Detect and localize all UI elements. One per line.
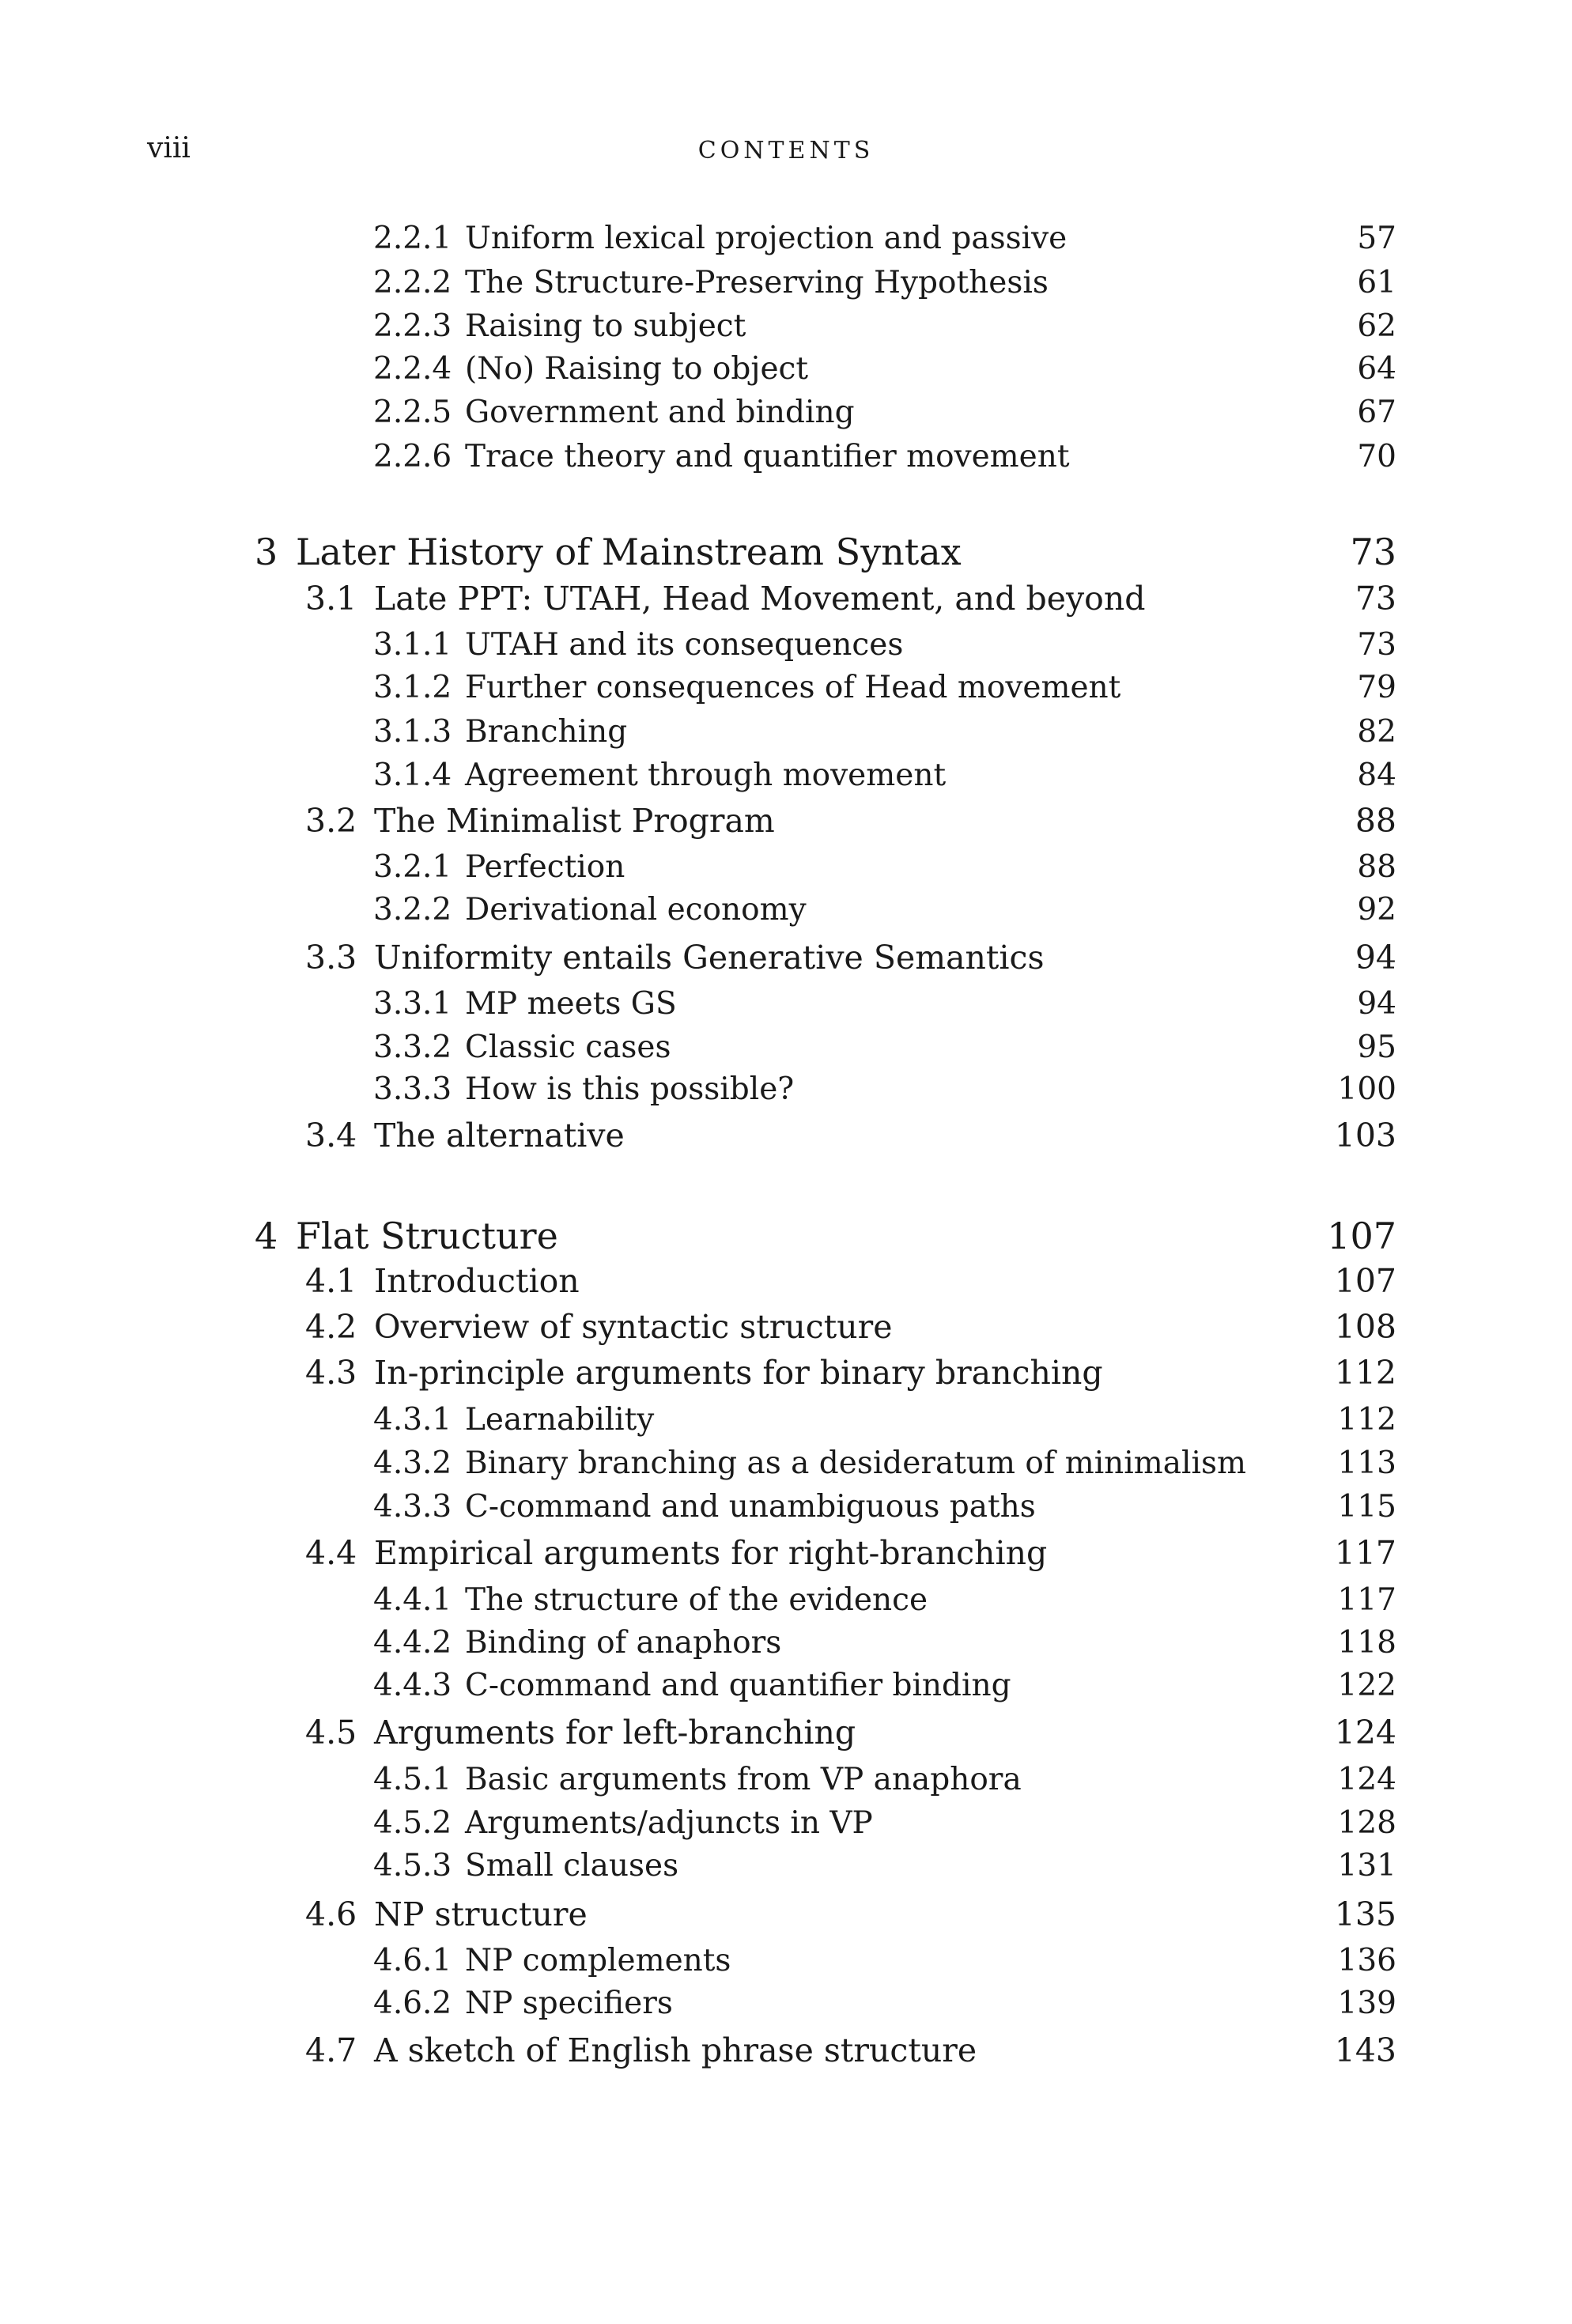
toc-entry-number: 4.3.2: [373, 1445, 452, 1481]
toc-entry-number: 4.4.3: [373, 1668, 452, 1703]
toc-entry-page: 70: [1357, 439, 1396, 474]
toc-entry-title: Basic arguments from VP anaphora: [465, 1762, 1022, 1797]
toc-entry-number: 4.2: [305, 1308, 357, 1346]
toc-entry-title: Government and binding: [465, 395, 855, 430]
toc-entry-page: 92: [1357, 892, 1396, 928]
toc-entry-title: C-command and quantifier binding: [465, 1668, 1011, 1703]
toc-entry-number: 3: [255, 531, 278, 573]
toc-entry-number: 4.7: [305, 2031, 357, 2069]
toc-entry-title: How is this possible?: [465, 1071, 795, 1107]
toc-entry-page: 82: [1357, 714, 1396, 750]
toc-entry-page: 103: [1334, 1117, 1396, 1154]
toc-entry-page: 73: [1357, 627, 1396, 663]
toc-entry-title: Binary branching as a desideratum of minimalism: [465, 1445, 1246, 1481]
toc-entry-page: 79: [1357, 670, 1396, 705]
toc-entry-number: 2.2.6: [373, 439, 452, 474]
toc-entry-page: 100: [1337, 1071, 1396, 1107]
toc-entry-number: 4.3.3: [373, 1489, 452, 1525]
toc-entry-number: 4: [255, 1215, 278, 1257]
toc-entry-number: 4.5: [305, 1714, 357, 1752]
toc-entry-title: Uniform lexical projection and passive: [465, 221, 1068, 256]
toc-entry-number: 4.4.2: [373, 1625, 452, 1661]
toc-entry-page: 64: [1357, 351, 1396, 387]
toc-entry-page: 84: [1357, 758, 1396, 793]
toc-entry-number: 2.2.5: [373, 395, 452, 430]
running-head: CONTENTS: [697, 137, 875, 164]
toc-entry-title: Classic cases: [465, 1030, 671, 1065]
toc-entry-title: NP structure: [374, 1895, 588, 1933]
toc-entry-page: 143: [1334, 2031, 1396, 2069]
toc-entry-number: 4.4.1: [373, 1582, 452, 1618]
toc-entry-number: 4.5.1: [373, 1762, 452, 1797]
toc-entry-number: 3.1: [305, 580, 357, 618]
toc-entry-number: 3.1.1: [373, 627, 452, 663]
toc-entry-number: 4.1: [305, 1262, 357, 1300]
toc-entry-title: Agreement through movement: [465, 758, 947, 793]
toc-entry-number: 2.2.3: [373, 308, 452, 344]
toc-entry-number: 4.4: [305, 1534, 357, 1572]
toc-entry-title: Perfection: [465, 849, 625, 885]
toc-entry-title: (No) Raising to object: [465, 351, 809, 387]
toc-entry-page: 135: [1334, 1895, 1396, 1933]
toc-entry-title: Later History of Mainstream Syntax: [296, 531, 962, 573]
toc-entry-page: 88: [1357, 849, 1396, 885]
toc-entry-title: Binding of anaphors: [465, 1625, 782, 1661]
toc-entry-page: 108: [1334, 1308, 1396, 1346]
toc-entry-number: 3.2.1: [373, 849, 452, 885]
toc-entry-number: 3.1.2: [373, 670, 452, 705]
toc-entry-number: 4.6.1: [373, 1943, 452, 1978]
toc-entry-page: 73: [1355, 580, 1396, 618]
toc-entry-page: 67: [1357, 395, 1396, 430]
toc-entry-title: The alternative: [374, 1117, 625, 1154]
toc-entry-number: 4.3: [305, 1354, 357, 1392]
toc-entry-page: 95: [1357, 1030, 1396, 1065]
toc-entry-page: 131: [1337, 1848, 1396, 1884]
toc-entry-number: 4.3.1: [373, 1402, 452, 1438]
toc-entry-title: Small clauses: [465, 1848, 679, 1884]
toc-entry-number: 2.2.4: [373, 351, 452, 387]
toc-entry-number: 4.6.2: [373, 1986, 452, 2021]
toc-entry-title: Learnability: [465, 1402, 655, 1438]
toc-entry-number: 4.5.2: [373, 1805, 452, 1841]
toc-entry-title: MP meets GS: [465, 986, 677, 1022]
toc-entry-title: Uniformity entails Generative Semantics: [374, 939, 1045, 977]
toc-entry-number: 3.2.2: [373, 892, 452, 928]
toc-entry-number: 3.3.3: [373, 1071, 452, 1107]
toc-entry-title: Late PPT: UTAH, Head Movement, and beyond: [374, 580, 1146, 618]
toc-entry-page: 128: [1337, 1805, 1396, 1841]
toc-entry-number: 3.2: [305, 802, 357, 840]
toc-entry-title: The Structure-Preserving Hypothesis: [465, 265, 1049, 300]
toc-entry-page: 62: [1357, 308, 1396, 344]
toc-entry-page: 112: [1337, 1402, 1396, 1438]
toc-entry-number: 3.1.3: [373, 714, 452, 750]
toc-entry-page: 112: [1334, 1354, 1396, 1392]
toc-entry-title: Introduction: [374, 1262, 580, 1300]
toc-entry-page: 88: [1355, 802, 1396, 840]
toc-entry-page: 94: [1357, 986, 1396, 1022]
toc-entry-number: 3.3: [305, 939, 357, 977]
toc-entry-number: 3.1.4: [373, 758, 452, 793]
toc-entry-title: Raising to subject: [465, 308, 746, 344]
toc-entry-title: In-principle arguments for binary branching: [374, 1354, 1103, 1392]
toc-entry-page: 124: [1334, 1714, 1396, 1752]
toc-entry-page: 113: [1337, 1445, 1396, 1481]
toc-entry-page: 117: [1334, 1534, 1396, 1572]
toc-entry-title: Derivational economy: [465, 892, 807, 928]
toc-entry-number: 3.3.1: [373, 986, 452, 1022]
toc-entry-number: 4.5.3: [373, 1848, 452, 1884]
toc-entry-page: 136: [1337, 1943, 1396, 1978]
toc-entry-number: 2.2.2: [373, 265, 452, 300]
toc-entry-page: 139: [1337, 1986, 1396, 2021]
toc-entry-title: Further consequences of Head movement: [465, 670, 1121, 705]
toc-entry-page: 73: [1350, 531, 1396, 573]
toc-entry-title: A sketch of English phrase structure: [374, 2031, 977, 2069]
toc-entry-page: 117: [1337, 1582, 1396, 1618]
toc-entry-title: Arguments/adjuncts in VP: [465, 1805, 873, 1841]
toc-entry-title: Flat Structure: [296, 1215, 558, 1257]
toc-entry-page: 94: [1355, 939, 1396, 977]
toc-entry-number: 4.6: [305, 1895, 357, 1933]
page-number: viii: [147, 132, 191, 164]
toc-entry-number: 3.4: [305, 1117, 357, 1154]
toc-entry-title: C-command and unambiguous paths: [465, 1489, 1036, 1525]
toc-entry-page: 57: [1357, 221, 1396, 256]
toc-entry-title: Trace theory and quantifier movement: [465, 439, 1070, 474]
toc-entry-title: Empirical arguments for right-branching: [374, 1534, 1048, 1572]
toc-entry-title: NP complements: [465, 1943, 731, 1978]
toc-entry-number: 2.2.1: [373, 221, 452, 256]
toc-entry-title: Branching: [465, 714, 628, 750]
toc-entry-page: 107: [1334, 1262, 1396, 1300]
toc-entry-page: 122: [1337, 1668, 1396, 1703]
toc-entry-page: 61: [1357, 265, 1396, 300]
toc-entry-title: Arguments for left-branching: [374, 1714, 856, 1752]
toc-entry-page: 124: [1337, 1762, 1396, 1797]
toc-entry-page: 118: [1337, 1625, 1396, 1661]
toc-entry-page: 115: [1337, 1489, 1396, 1525]
toc-entry-title: Overview of syntactic structure: [374, 1308, 893, 1346]
toc-entry-title: The structure of the evidence: [465, 1582, 928, 1618]
toc-entry-number: 3.3.2: [373, 1030, 452, 1065]
toc-entry-title: The Minimalist Program: [374, 802, 775, 840]
toc-entry-title: NP specifiers: [465, 1986, 673, 2021]
toc-entry-title: UTAH and its consequences: [465, 627, 904, 663]
toc-entry-page: 107: [1327, 1215, 1396, 1257]
